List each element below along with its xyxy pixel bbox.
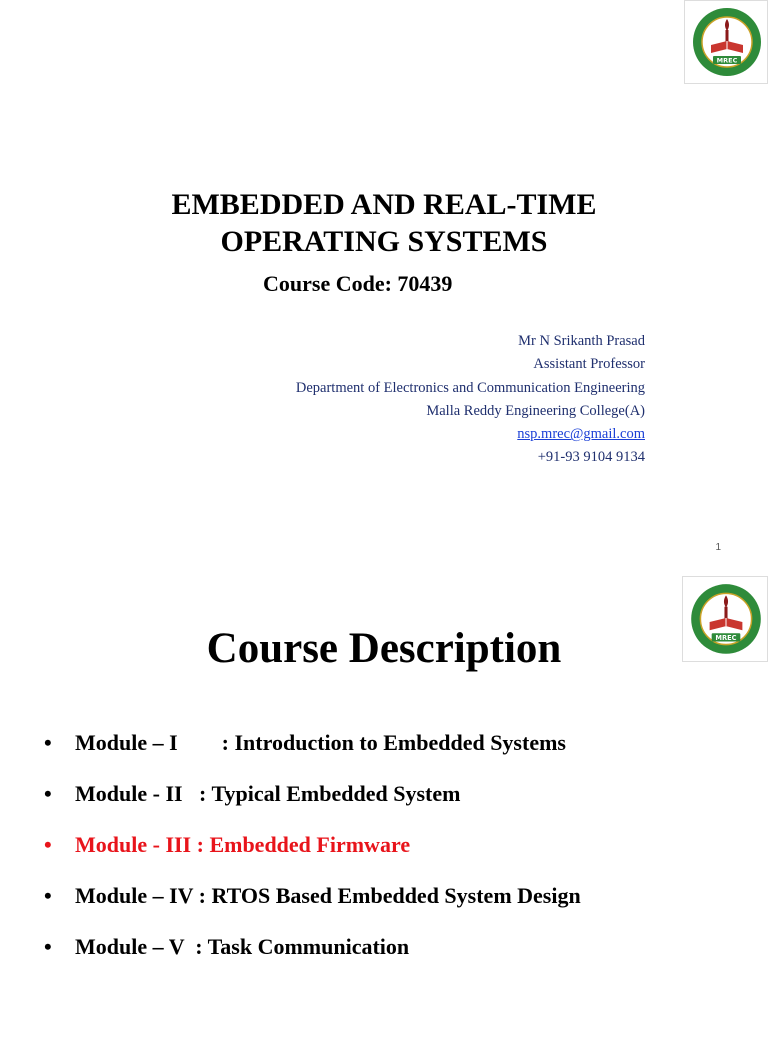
- course-title-line-2: OPERATING SYSTEMS: [220, 225, 548, 258]
- bullet: •: [44, 934, 52, 959]
- module-list: [44, 730, 581, 985]
- slide-number: 1: [715, 542, 721, 553]
- author-department: Department of Electronics and Communication Engineering: [295, 379, 645, 396]
- author-email-link[interactable]: nsp.mrec@gmail.com: [517, 426, 645, 443]
- module-label: Module – I : Introduction to Embedded Systems: [75, 730, 566, 755]
- module-item-1: [44, 730, 566, 781]
- module-label: Module - III : Embedded Firmware: [75, 832, 411, 857]
- module-item-5: [44, 934, 410, 985]
- bullet: •: [44, 781, 52, 806]
- author-block: [296, 330, 645, 470]
- bullet: •: [44, 832, 52, 857]
- course-code: Course Code: 70439: [263, 271, 453, 296]
- bullet: •: [44, 730, 52, 755]
- author-college: Malla Reddy Engineering College(A): [426, 402, 645, 419]
- slide-title: Course Description: [206, 625, 562, 672]
- bullet: •: [44, 883, 52, 908]
- author-designation: Assistant Professor: [533, 356, 645, 373]
- author-phone: +91-93 9104 9134: [537, 449, 645, 466]
- logo-text: MREC: [715, 633, 737, 642]
- slide-2: [0, 566, 768, 1024]
- module-label: Module – IV : RTOS Based Embedded System Design: [75, 883, 581, 908]
- module-item-2: [44, 781, 461, 832]
- module-label: Module - II : Typical Embedded System: [75, 781, 461, 806]
- college-logo: [684, 0, 768, 84]
- college-seal-icon: [685, 1, 768, 85]
- course-title-line-1: EMBEDDED AND REAL-TIME: [171, 188, 597, 221]
- author-name: Mr N Srikanth Prasad: [518, 333, 645, 349]
- course-title: [0, 186, 768, 260]
- module-label: Module – V : Task Communication: [75, 934, 410, 959]
- module-item-3: [44, 832, 411, 883]
- module-item-4: [44, 883, 581, 934]
- logo-text: MREC: [716, 56, 738, 65]
